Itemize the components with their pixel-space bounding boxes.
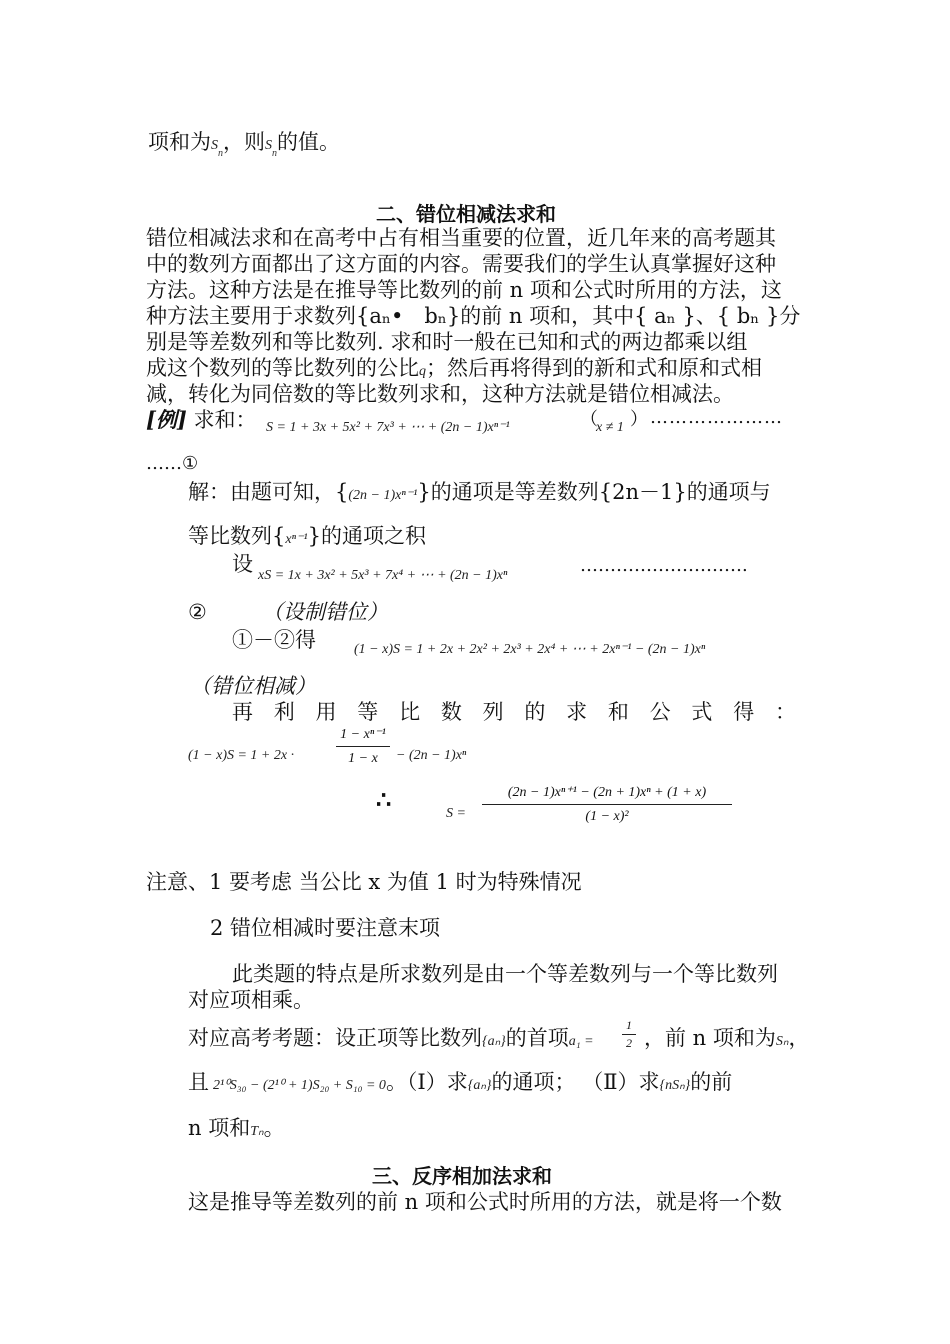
paragraph-line: 中的数列方面都出了这方面的内容。需要我们的学生认真掌握好这种 — [146, 252, 776, 276]
formula-final-lhs: S = — [446, 806, 466, 821]
fraction-numerator: 1 − xⁿ⁻¹ — [336, 726, 390, 747]
formula: {nSₙ} — [659, 1078, 691, 1093]
paren-close: ） — [630, 409, 648, 430]
text: ， — [788, 1026, 810, 1050]
fraction — [482, 784, 732, 825]
subtract-label: ①－②得 — [232, 628, 316, 652]
problem-line — [188, 1024, 594, 1056]
text: }的通项是等差数列{2n－1}的通项与 — [417, 480, 771, 504]
fraction — [336, 726, 390, 767]
therefore-symbol: ∴ — [376, 785, 392, 814]
fraction-denominator: (1 − x)² — [585, 809, 629, 824]
formula: Sₙ — [775, 1034, 789, 1049]
paragraph-line: 对应项相乘。 — [188, 988, 314, 1012]
char: 得 — [733, 700, 755, 724]
text: 求和： — [193, 408, 257, 432]
math-subscript: n — [218, 148, 223, 159]
text: 的通项； （Ⅱ）求 — [491, 1070, 660, 1094]
formula: 2¹⁰S₃₀ − (2¹⁰ + 1)S₂₀ + S₁₀ = 0 — [213, 1078, 386, 1093]
char: 等 — [357, 700, 379, 724]
text: }的通项之积 — [307, 524, 426, 548]
char: 公 — [649, 700, 671, 724]
leader-dots: ………………… — [650, 407, 783, 428]
leader-dots: ………………………. — [580, 555, 748, 576]
text: ；然后再将得到的新和式和原和式相 — [426, 356, 762, 380]
problem-line-tail — [644, 1024, 809, 1056]
note-line: 2 错位相减时要注意末项 — [210, 916, 441, 940]
char: 列 — [482, 700, 504, 724]
set-line — [232, 550, 253, 578]
math-symbol: S — [265, 138, 272, 153]
text: 成这个数列的等比数列的公比 — [146, 356, 419, 380]
char: 和 — [607, 700, 629, 724]
char: 的 — [524, 700, 546, 724]
paragraph-line: 种方法主要用于求数列{aₙ• bₙ}的前 n 项和，其中{ aₙ }、{ bₙ }分 — [146, 304, 801, 328]
char: 求 — [566, 700, 588, 724]
text: ，则 — [223, 130, 265, 154]
formula: xⁿ⁻¹ — [285, 532, 308, 547]
fraction-numerator: (2n − 1)xⁿ⁺¹ − (2n + 1)xⁿ + (1 + x) — [482, 784, 732, 805]
section-title: 二、错位相减法求和 — [376, 202, 556, 226]
fraction-numerator: 1 — [622, 1018, 636, 1035]
paragraph-line: 此类题的特点是所求数列是由一个等差数列与一个等比数列 — [232, 962, 778, 986]
leader-dots: ……① — [146, 453, 199, 474]
fraction — [622, 1018, 636, 1051]
formula-subtract: (1 − x)S = 1 + 2x + 2x² + 2x³ + 2x⁴ + ⋯ + 2xⁿ⁻¹ − (2n − 1)xⁿ — [354, 642, 706, 657]
text: 等比数列{ — [188, 524, 286, 548]
math-symbol: q — [419, 364, 426, 379]
problem-line — [188, 1068, 732, 1100]
text: 项和为 — [148, 130, 211, 154]
paragraph-line: 方法。这种方法是在推导等比数列的前 n 项和公式时所用的方法，这 — [146, 278, 782, 302]
note-subtract: （错位相减） — [190, 674, 316, 698]
fraction-denominator: 1 − x — [348, 751, 378, 766]
text-line — [148, 128, 340, 161]
circle-number: ② — [188, 600, 207, 624]
note-line: 注意、1 要考虑 当公比 x 为值 1 时为特殊情况 — [146, 870, 582, 894]
text: 且 — [188, 1070, 209, 1094]
note-shift: （设制错位） — [262, 600, 388, 624]
formula-condition: x ≠ 1 — [596, 420, 624, 435]
formula-result-right: − (2n − 1)xⁿ — [396, 748, 467, 763]
example-line — [146, 406, 257, 434]
formula-xsn: xS = 1x + 3x² + 5x³ + 7x⁴ + ⋯ + (2n − 1)xⁿ — [258, 568, 508, 583]
paragraph-line: 减，转化为同倍数的等比数列求和，这种方法就是错位相减法。 — [146, 382, 734, 406]
math-symbol: S — [211, 138, 218, 153]
text: 对应高考考题：设正项等比数列 — [188, 1026, 482, 1050]
solution-line — [188, 478, 771, 510]
problem-line — [188, 1114, 285, 1146]
text: n 项和 — [188, 1116, 251, 1140]
example-label: [例] — [146, 407, 187, 432]
char: 用 — [315, 700, 337, 724]
char: 式 — [691, 700, 713, 724]
text: 设 — [232, 552, 253, 576]
formula: {aₙ} — [482, 1034, 506, 1049]
section-title: 三、反序相加法求和 — [372, 1164, 552, 1188]
fraction-denominator: 2 — [626, 1036, 632, 1050]
paren-open: （ — [580, 409, 598, 430]
formula: Tₙ — [250, 1124, 264, 1139]
formula: a₁ = — [568, 1034, 594, 1049]
char: 再 — [232, 700, 253, 724]
paragraph-line: 别是等差数列和等比数列. 求和时一般在已知和式的两边都乘以组 — [146, 330, 748, 354]
text: 解：由题可知，{ — [188, 480, 349, 504]
char: 比 — [399, 700, 421, 724]
reuse-line — [232, 698, 796, 726]
paragraph-line: 错位相减法求和在高考中占有相当重要的位置，近几年来的高考题其 — [146, 226, 776, 250]
text: 。 — [263, 1116, 285, 1140]
text: ，前 n 项和为 — [644, 1026, 776, 1050]
text: 。（Ⅰ）求 — [385, 1070, 468, 1094]
math-subscript: n — [272, 148, 277, 159]
formula-result-left: (1 − x)S = 1 + 2x · — [188, 748, 295, 763]
formula-sum: S = 1 + 3x + 5x² + 7x³ + ⋯ + (2n − 1)xⁿ⁻¹ — [266, 420, 510, 435]
char: ： — [774, 700, 796, 724]
solution-line — [188, 522, 426, 554]
char: 利 — [273, 700, 295, 724]
char: 数 — [440, 700, 462, 724]
paragraph-line: 这是推导等差数列的前 n 项和公式时所用的方法，就是将一个数 — [188, 1190, 782, 1214]
text: 的值。 — [277, 130, 340, 154]
text: 的前 — [690, 1070, 733, 1094]
text: 的首项 — [505, 1026, 569, 1050]
formula: (2n − 1)xⁿ⁻¹ — [348, 488, 418, 503]
formula: {aₙ} — [467, 1078, 492, 1093]
